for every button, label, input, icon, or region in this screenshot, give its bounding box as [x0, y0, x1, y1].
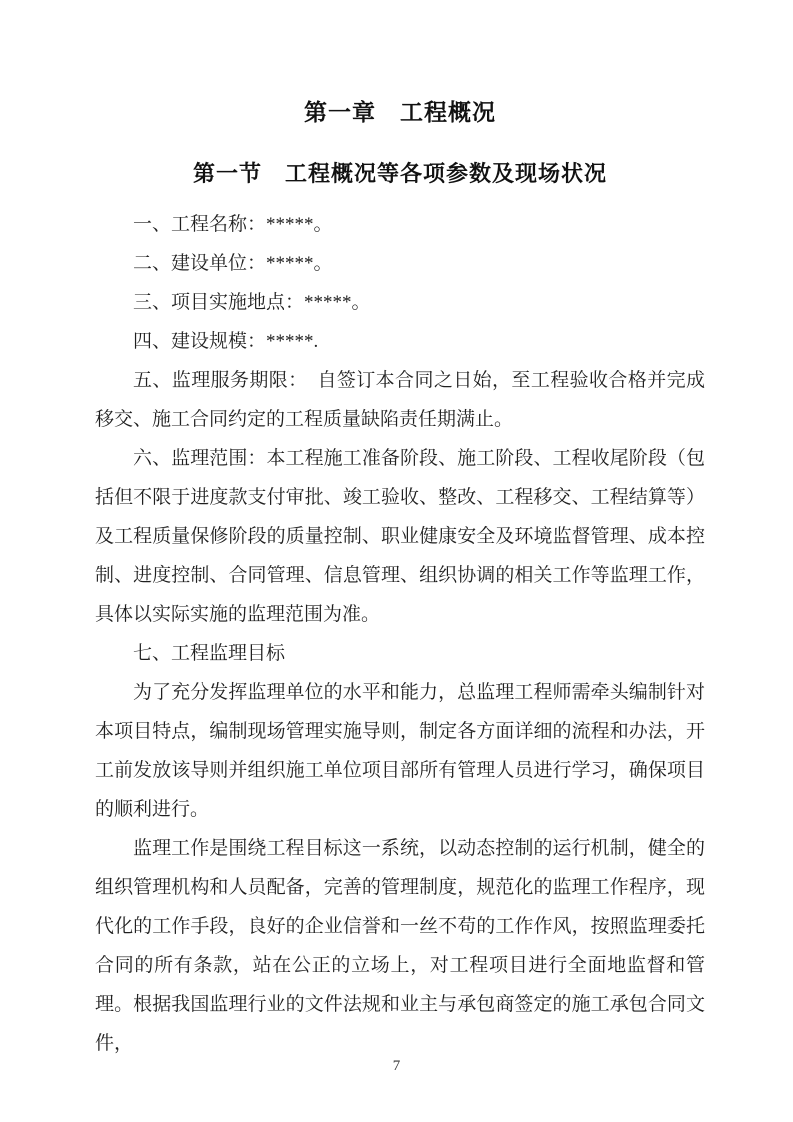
paragraph: 监理工作是围绕工程目标这一系统，以动态控制的运行机制，健全的组织管理机构和人员配备，完善的管理制度，规范化的监理工作程序，现代化的工作手段，良好的企业信誉和一丝不苟的工作作风，按照监理委托合同的所有条款，站在公正的立场上，对工程项目进行全面地监督和管理。根据我国监理行业的文件法规和业主与承包商签定的施工承包合同文件，: [95, 838, 705, 1054]
page-content: [95, 0, 705, 1063]
body-text: [95, 205, 705, 1063]
paragraph: 二、建设单位：*****。: [133, 253, 333, 274]
chapter-heading: 第一章 工程概况: [304, 100, 496, 125]
page-number: 7: [392, 1058, 401, 1074]
section-heading: 第一节 工程概况等各项参数及现场状况: [192, 161, 607, 186]
paragraph: 六、监理范围：本工程施工准备阶段、施工阶段、工程收尾阶段（包括但不限于进度款支付审批、竣工验收、整改、工程移交、工程结算等）及工程质量保修阶段的质量控制、职业健康安全及环境监督管理、成本控制、进度控制、合同管理、信息管理、组织协调的相关工作等监理工作，具体以实际实施的监理范围为准。: [95, 448, 705, 625]
paragraph: 一、工程名称：*****。: [133, 214, 333, 235]
paragraph: 七、工程监理目标: [133, 643, 286, 664]
paragraph: 为了充分发挥监理单位的水平和能力，总监理工程师需牵头编制针对本项目特点，编制现场管理实施导则，制定各方面详细的流程和办法，开工前发放该导则并组织施工单位项目部所有管理人员进行学习，确保项目的顺利进行。: [95, 682, 705, 820]
paragraph: 三、项目实施地点：*****。: [133, 292, 371, 313]
paragraph: 五、监理服务期限： 自签订本合同之日始，至工程验收合格并完成移交、施工合同约定的工程质量缺陷责任期满止。: [95, 370, 705, 430]
paragraph: 四、建设规模：*****.: [133, 331, 319, 352]
